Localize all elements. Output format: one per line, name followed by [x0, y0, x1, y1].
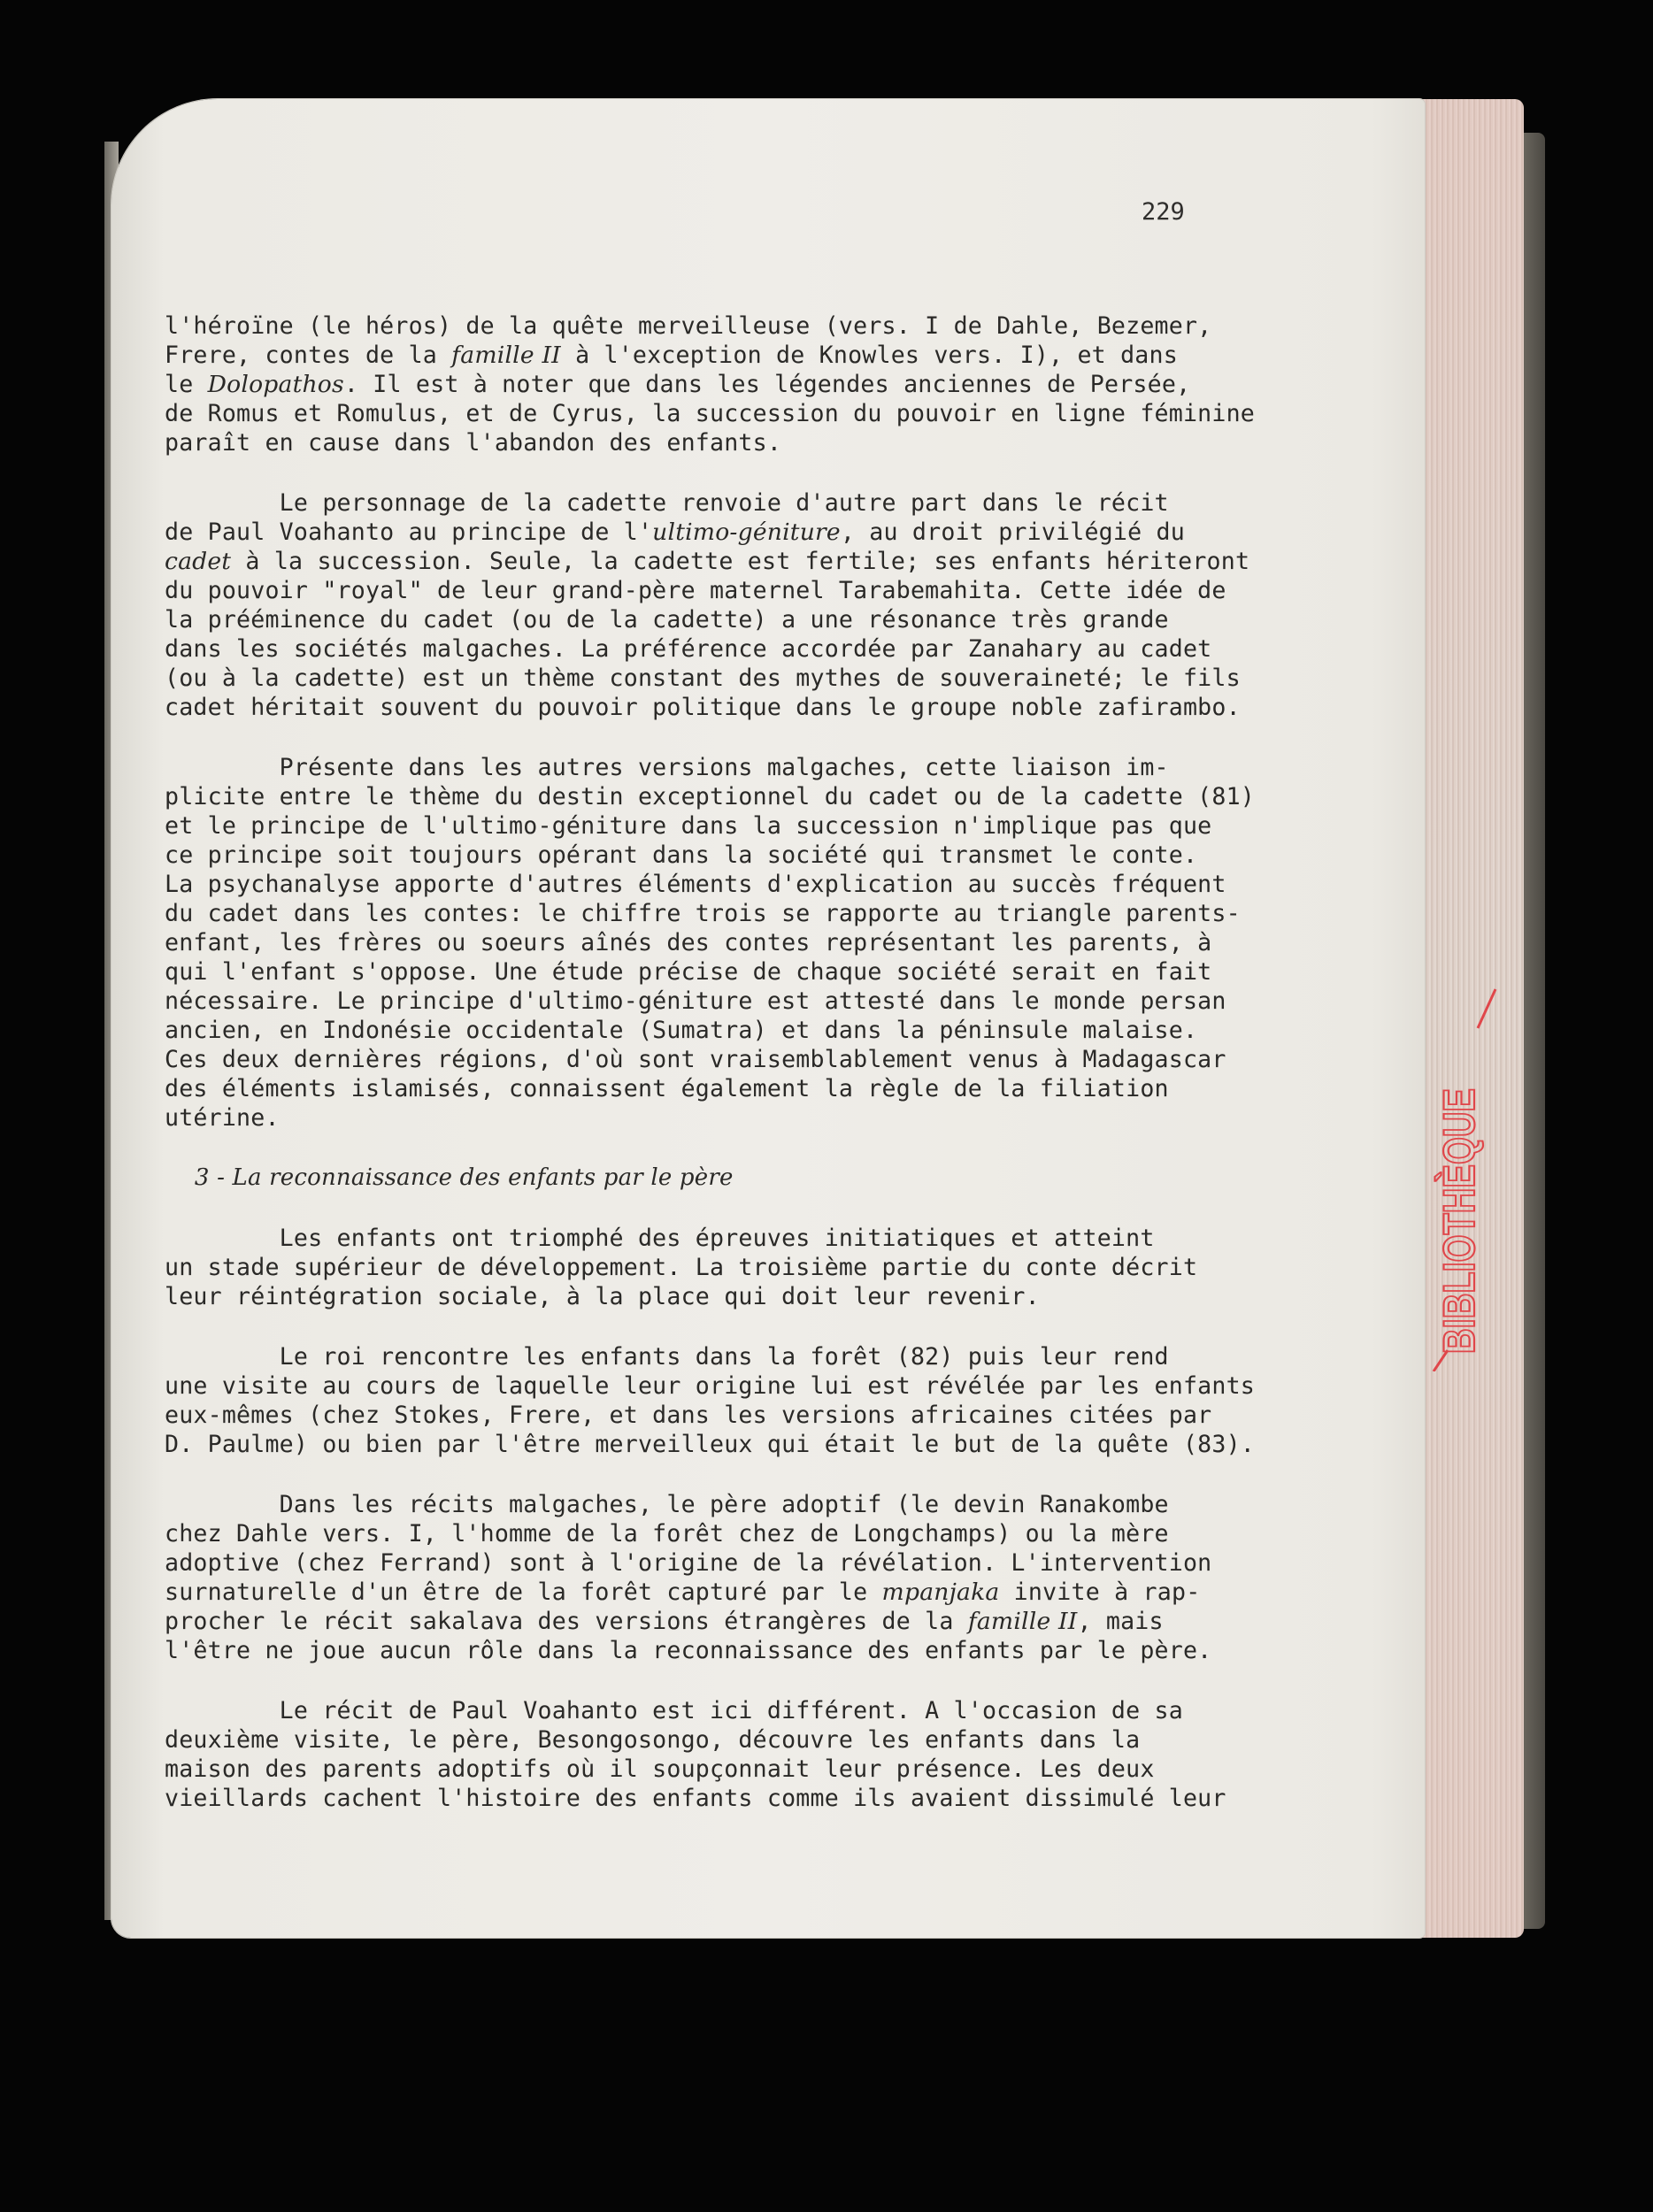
text-run: dans les sociétés malgaches. La préférence accordée par Zanahary au cadet — [165, 635, 1212, 663]
text-line — [165, 1045, 1280, 1074]
text-line — [165, 370, 1280, 399]
text-run: chez Dahle vers. I, l'homme de la forêt chez de Longchamps) ou la mère — [165, 1520, 1169, 1548]
paragraph — [165, 753, 1280, 1133]
text-run: la prééminence du cadet (ou de la cadette) a une résonance très grande — [165, 606, 1169, 634]
text-line — [165, 841, 1280, 870]
text-run: Le personnage de la cadette renvoie d'autre part dans le récit — [165, 489, 1169, 517]
text-line — [165, 693, 1280, 722]
text-run: et le principe de l'ultimo-géniture dans la succession n'implique pas que — [165, 812, 1212, 840]
text-line — [165, 1371, 1280, 1401]
text-line — [165, 1755, 1280, 1784]
text-run: procher le récit sakalava des versions étrangères de la — [165, 1608, 968, 1635]
text-line — [165, 1578, 1280, 1607]
text-line — [165, 870, 1280, 899]
text-run: enfant, les frères ou soeurs aînés des contes représentant les parents, à — [165, 929, 1212, 956]
text-line — [165, 811, 1280, 841]
text-line — [165, 311, 1280, 341]
text-line — [165, 1253, 1280, 1282]
text-run: de Romus et Romulus, et de Cyrus, la succession du pouvoir en ligne féminine — [165, 400, 1256, 427]
text-run: l'être ne joue aucun rôle dans la reconnaissance des enfants par le père. — [165, 1637, 1212, 1664]
text-line — [165, 1696, 1280, 1725]
text-line — [165, 1103, 1280, 1133]
text-run: Dans les récits malgaches, le père adoptif (le devin Ranakombe — [165, 1491, 1169, 1518]
text-run: plicite entre le thème du destin exceptionnel du cadet ou de la cadette (81) — [165, 783, 1256, 810]
paragraph-gap — [165, 1459, 1280, 1490]
text-run: ce principe soit toujours opérant dans la société qui transmet le conte. — [165, 841, 1198, 869]
text-run: 3 - La reconnaissance des enfants par le père — [165, 1164, 734, 1191]
text-run: ancien, en Indonésie occidentale (Sumatra) et dans la péninsule malaise. — [165, 1017, 1198, 1044]
italic-text: ultimo-géniture — [652, 518, 841, 546]
text-line — [165, 1282, 1280, 1311]
text-line — [165, 899, 1280, 928]
paragraph-gap — [165, 1133, 1280, 1164]
text-line — [165, 1725, 1280, 1755]
text-run: deuxième visite, le père, Besongosongo, découvre les enfants dans la — [165, 1726, 1141, 1754]
stamp-text: BIBLIOTHÈQUE — [1434, 1019, 1484, 1354]
text-run: le — [165, 371, 208, 398]
text-run: La psychanalyse apporte d'autres éléments d'explication au succès fréquent — [165, 871, 1226, 898]
paragraph-gap — [165, 722, 1280, 753]
italic-text: famille II — [451, 342, 561, 369]
text-run: Présente dans les autres versions malgaches, cette liaison im- — [165, 754, 1169, 781]
text-run: surnaturelle d'un être de la forêt capturé par le — [165, 1578, 882, 1606]
paragraph — [165, 1696, 1280, 1813]
text-line — [165, 1430, 1280, 1459]
text-line — [165, 634, 1280, 664]
text-run: Ces deux dernières régions, d'où sont vraisemblablement venus à Madagascar — [165, 1046, 1226, 1073]
text-run: adoptive (chez Ferrand) sont à l'origine de la révélation. L'intervention — [165, 1549, 1212, 1577]
text-line — [165, 1342, 1280, 1371]
text-run: à la succession. Seule, la cadette est fertile; ses enfants hériteront — [231, 548, 1250, 575]
text-line — [165, 957, 1280, 987]
text-line — [165, 664, 1280, 693]
text-line — [165, 399, 1280, 428]
text-line — [165, 518, 1280, 547]
text-line — [165, 987, 1280, 1016]
text-line — [165, 1636, 1280, 1665]
text-run: cadet héritait souvent du pouvoir politique dans le groupe noble zafirambo. — [165, 694, 1241, 721]
text-run: l'héroïne (le héros) de la quête merveilleuse (vers. I de Dahle, Bezemer, — [165, 312, 1212, 340]
text-line — [165, 1607, 1280, 1636]
body-text — [165, 311, 1280, 1813]
text-line — [165, 576, 1280, 605]
paragraph — [165, 1224, 1280, 1311]
text-run: utérine. — [165, 1104, 280, 1132]
text-run: , mais — [1077, 1608, 1164, 1635]
text-run: qui l'enfant s'oppose. Une étude précise de chaque société serait en fait — [165, 958, 1212, 986]
italic-text: famille II — [967, 1608, 1078, 1635]
text-run: vieillards cachent l'histoire des enfants comme ils avaient dissimulé leur — [165, 1785, 1226, 1812]
text-run: du pouvoir "royal" de leur grand-père maternel Tarabemahita. Cette idée de — [165, 577, 1226, 604]
section-heading — [165, 1164, 1280, 1193]
text-line — [165, 1784, 1280, 1813]
text-run: une visite au cours de laquelle leur origine lui est révélée par les enfants — [165, 1372, 1256, 1400]
text-line — [165, 547, 1280, 576]
text-line — [165, 1490, 1280, 1519]
page-number: 229 — [1142, 198, 1185, 226]
text-run: à l'exception de Knowles vers. I), et dans — [560, 342, 1178, 369]
text-run: Le roi rencontre les enfants dans la forêt (82) puis leur rend — [165, 1343, 1169, 1371]
text-line — [165, 1074, 1280, 1103]
paragraph — [165, 1490, 1280, 1665]
text-run: Les enfants ont triomphé des épreuves initiatiques et atteint — [165, 1225, 1155, 1252]
text-line — [165, 1224, 1280, 1253]
text-run: (ou à la cadette) est un thème constant des mythes de souveraineté; le fils — [165, 664, 1241, 692]
text-line — [165, 1519, 1280, 1548]
text-run: , au droit privilégié du — [840, 518, 1185, 546]
text-line — [165, 753, 1280, 782]
text-run: invite à rap- — [999, 1578, 1201, 1606]
text-line — [165, 341, 1280, 370]
text-run: des éléments islamisés, connaissent également la règle de la filiation — [165, 1075, 1169, 1102]
text-run: maison des parents adoptifs où il soupçonnait leur présence. Les deux — [165, 1755, 1155, 1783]
text-line — [165, 1164, 1280, 1193]
paragraph-gap — [165, 457, 1280, 488]
paragraph — [165, 488, 1280, 722]
text-run: de Paul Voahanto au principe de l' — [165, 518, 653, 546]
paragraph-gap — [165, 1311, 1280, 1342]
paragraph — [165, 1342, 1280, 1459]
italic-text: Dolopathos — [207, 371, 344, 398]
text-run: Le récit de Paul Voahanto est ici différent. A l'occasion de sa — [165, 1697, 1183, 1724]
text-line — [165, 488, 1280, 518]
text-line — [165, 1401, 1280, 1430]
text-line — [165, 605, 1280, 634]
text-line — [165, 928, 1280, 957]
italic-text: mpanjaka — [881, 1578, 1000, 1606]
text-run: Frere, contes de la — [165, 342, 452, 369]
text-run: eux-mêmes (chez Stokes, Frere, et dans les versions africaines citées par — [165, 1402, 1212, 1429]
text-run: leur réintégration sociale, à la place qui doit leur revenir. — [165, 1283, 1040, 1310]
paragraph-gap — [165, 1665, 1280, 1696]
italic-text: cadet — [165, 548, 232, 575]
paragraph-gap — [165, 1193, 1280, 1224]
text-line — [165, 1548, 1280, 1578]
text-run: . Il est à noter que dans les légendes anciennes de Persée, — [343, 371, 1191, 398]
text-run: du cadet dans les contes: le chiffre trois se rapporte au triangle parents- — [165, 900, 1241, 927]
text-run: D. Paulme) ou bien par l'être merveilleux qui était le but de la quête (83). — [165, 1431, 1256, 1458]
text-line — [165, 1016, 1280, 1045]
text-line — [165, 782, 1280, 811]
text-run: nécessaire. Le principe d'ultimo-géniture est attesté dans le monde persan — [165, 987, 1226, 1015]
text-run: un stade supérieur de développement. La troisième partie du conte décrit — [165, 1254, 1198, 1281]
text-line — [165, 428, 1280, 457]
text-run: paraît en cause dans l'abandon des enfants. — [165, 429, 782, 457]
paragraph — [165, 311, 1280, 457]
book-back-cover — [1522, 133, 1545, 1929]
